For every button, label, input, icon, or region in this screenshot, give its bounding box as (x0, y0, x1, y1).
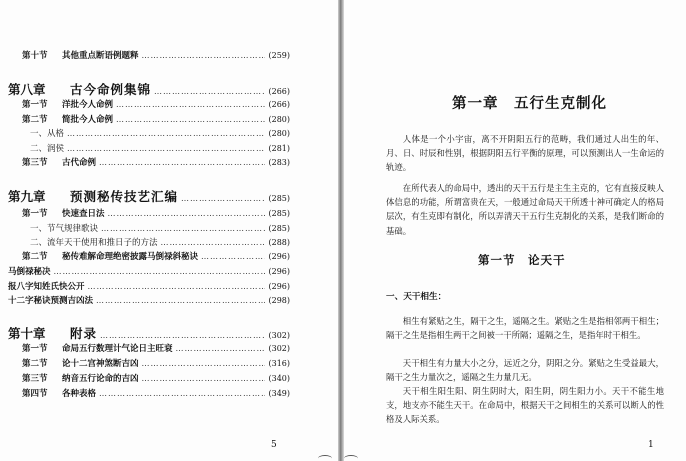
toc-leader-dots (176, 343, 266, 354)
toc-leader-dots (161, 237, 266, 248)
toc-page-number: (340) (268, 374, 290, 383)
sub-heading: 一、天干相生： (386, 292, 447, 302)
toc-leader-dots (99, 157, 265, 168)
toc-leader-dots (67, 143, 265, 154)
toc-entry-title: 古今命例集锦 (70, 82, 152, 97)
toc-page-number: (259) (268, 51, 290, 60)
toc-entry-number: 第三节 (22, 374, 48, 384)
toc-entry-title: 简批今人命例 (62, 115, 114, 125)
toc-entry-title: 马倒禄秘决 (8, 267, 51, 277)
toc-page-number: (349) (268, 389, 290, 398)
toc-entry-title: 附录 (70, 326, 98, 341)
toc-entry-row (8, 388, 290, 400)
toc-page-number: (266) (268, 100, 290, 109)
toc-entry-title: 各种表格 (62, 389, 97, 399)
toc-page-number: (266) (268, 87, 290, 96)
toc-entry-title: 十二字秘诀预测吉凶法 (8, 296, 94, 306)
toc-entry-row (8, 358, 290, 370)
toc-leader-dots (67, 128, 265, 139)
toc-entry-row (8, 281, 290, 293)
intro-paragraph: 在所代表人的命局中，透出的天干五行是主生主克的，它有直接反映人体信息的功能，所谓富贵在天，一般通过命局天干所透十神可确定人的格局层次，有生克即有制化，所以弄清天干五行生克制化的关系，是我们断命的基础。 (386, 183, 664, 236)
toc-entry-number: 第九章 (8, 189, 46, 204)
toc-page-number: (288) (268, 238, 290, 247)
toc-leader-dots (142, 50, 266, 61)
curl-mark-left (318, 455, 332, 461)
toc-leader-dots (154, 84, 265, 99)
toc-chapter-row (8, 189, 290, 206)
toc-entry-row (8, 237, 290, 249)
toc-entry-title: 快速查日法 (62, 209, 105, 219)
toc-entry-title: 预测秘传技艺汇编 (70, 189, 179, 204)
toc-entry-title: 纳音五行论命的吉凶 (62, 374, 139, 384)
toc-entry-row (8, 99, 290, 111)
toc-page-number: (296) (268, 252, 290, 261)
toc-entry-title: 秘传难解命理绝密披露马倒禄斜秘诀 (62, 252, 199, 262)
toc-leader-dots (96, 295, 265, 306)
toc-entry-row (8, 295, 290, 307)
toc-entry-title: 古代命例 (62, 158, 97, 168)
toc-entry-row (8, 251, 290, 263)
toc-page-number: (298) (268, 296, 290, 305)
toc-entry-row (8, 157, 290, 169)
left-page-toc (0, 0, 338, 461)
toc-page-number: (285) (268, 224, 290, 233)
toc-leader-dots (201, 251, 265, 262)
toc-entry-number: 第一节 (22, 344, 48, 354)
toc-entry-number: 第四节 (22, 389, 48, 399)
toc-entry-title: 论十二宫神煞断吉凶 (62, 359, 139, 369)
toc-entry-number: 第八章 (8, 82, 46, 97)
toc-entry-number: 第十节 (22, 51, 48, 61)
right-page-text (344, 0, 686, 461)
toc-entry-title: 二、流年天干使用和推日子的方法 (30, 238, 158, 248)
toc-entry-row (8, 143, 290, 155)
body-paragraph: 相生有紧贴之生，隔干之生，遥隔之生。紧贴之生是指相邻两干相生；隔干之生是指相生两干之间被一干所隔；遥隔之生，是指年时干相生。 (386, 316, 664, 341)
body-paragraph: 天干相生阳生阳、阴生阴时大，阳生阴，阴生阳力小。天干不能生地支，地支亦不能生天干。在命局中，根据天干之间相生的关系可以断人的性格及人际关系。 (386, 386, 664, 425)
toc-entry-row (8, 128, 290, 140)
toc-page-number: (280) (268, 115, 290, 124)
toc-page-number: (302) (268, 331, 290, 340)
toc-page-number: (316) (268, 359, 290, 368)
toc-entry-title: 二、润侯 (30, 144, 65, 154)
toc-page-number: (283) (268, 158, 290, 167)
toc-entry-number: 第一节 (22, 100, 48, 110)
toc-entry-row (8, 373, 290, 385)
toc-leader-dots (116, 99, 265, 110)
toc-entry-number: 第三节 (22, 158, 48, 168)
toc-page-number: (296) (268, 282, 290, 291)
toc-page-number: (285) (268, 209, 290, 218)
toc-entry-number: 第一节 (22, 209, 48, 219)
toc-entry-number: 第二节 (22, 359, 48, 369)
toc-entry-row (8, 266, 290, 278)
toc-entry-number: 第二节 (22, 252, 48, 262)
toc-leader-dots (100, 328, 265, 343)
toc-leader-dots (54, 266, 266, 277)
page-number-left: 5 (271, 440, 277, 450)
page-number-right: 1 (648, 440, 654, 450)
toc-entry-row (8, 343, 290, 355)
toc-leader-dots (99, 388, 265, 399)
toc-entry-title: 一、节气规律歌诀 (30, 224, 99, 234)
toc-leader-dots (101, 223, 265, 234)
toc-entry-number: 第二节 (22, 115, 48, 125)
toc-chapter-row (8, 82, 290, 99)
curl-mark-right (344, 455, 358, 461)
section-heading: 第一节 论天干 (478, 253, 566, 267)
toc-leader-dots (108, 208, 266, 219)
toc-leader-dots (181, 191, 265, 206)
chapter-heading: 第一章 五行生克制化 (452, 95, 607, 112)
toc-entry-row (8, 114, 290, 126)
toc-entry-row (8, 223, 290, 235)
toc-leader-dots (88, 281, 266, 292)
toc-entry-title: 其他重点断语例题释 (62, 51, 139, 61)
toc-page-number: (302) (268, 344, 290, 353)
toc-entry-title: 洋批今人命例 (62, 100, 114, 110)
toc-entry-title: 命局五行数理计气论日主旺衰 (62, 344, 173, 354)
toc-entry-title: 报八字知姓氏快公开 (8, 282, 85, 292)
toc-page-number: (296) (268, 267, 290, 276)
toc-page-number: (280) (268, 129, 290, 138)
toc-entry-row (8, 50, 290, 62)
toc-entry-title: 一、从格 (30, 129, 65, 139)
toc-page-number: (285) (268, 194, 290, 203)
toc-entry-number: 第十章 (8, 326, 46, 341)
toc-leader-dots (142, 373, 266, 384)
intro-paragraph: 人体是一个小宇宙，离不开阴阳五行的范畴，我们通过人出生的年、月、日、时辰和性别，根据阴阳五行平衡的原理，可以预测出人一生命运的轨迹。 (386, 134, 664, 173)
toc-page-number: (281) (268, 144, 290, 153)
body-paragraph: 天干相生有力量大小之分，远近之分，阴阳之分。紧贴之生受益最大，隔干之生力量次之，遥隔之生力量几无。 (386, 358, 664, 383)
toc-leader-dots (116, 114, 265, 125)
toc-leader-dots (142, 358, 266, 369)
toc-entry-row (8, 208, 290, 220)
toc-chapter-row (8, 326, 290, 343)
